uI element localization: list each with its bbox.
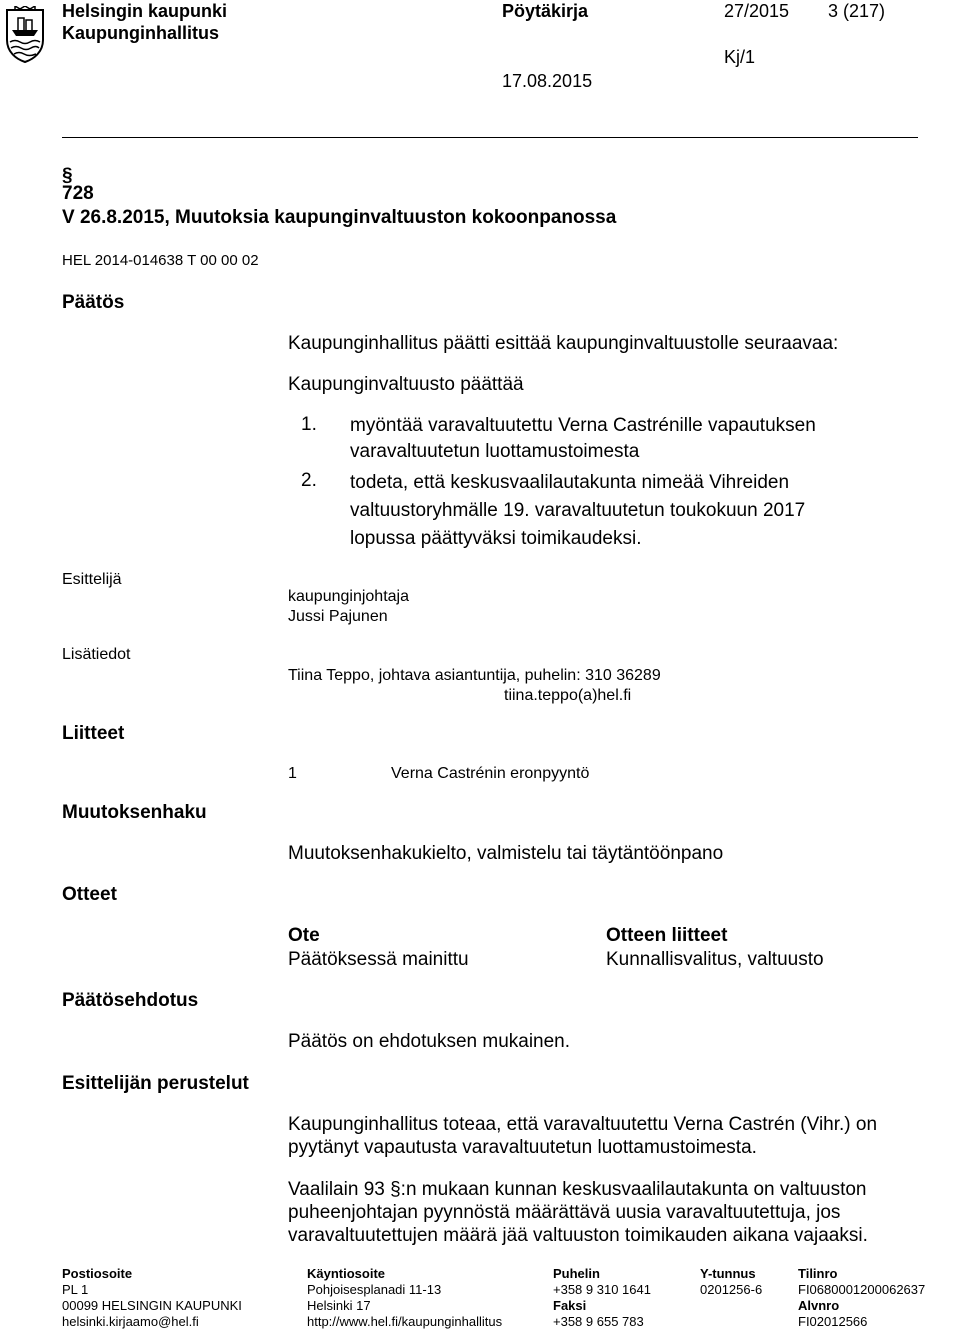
footer-line: 00099 HELSINGIN KAUPUNKI <box>62 1298 242 1313</box>
label-rationale: Esittelijän perustelut <box>62 1073 249 1094</box>
decision-item-line: lopussa päättyväksi toimikaudeksi. <box>350 528 642 549</box>
footer-col-business-id <box>700 1266 762 1298</box>
footer-subheader: Faksi <box>553 1298 587 1313</box>
label-proposal: Päätösehdotus <box>62 990 199 1011</box>
footer-website[interactable]: http://www.hel.fi/kaupunginhallitus <box>307 1314 503 1329</box>
footer-subheader: Alvnro <box>798 1298 840 1313</box>
decision-item-number: 1. <box>301 414 317 435</box>
footer-col-visiting <box>307 1266 502 1330</box>
appeal-text: Muutoksenhakukielto, valmistelu tai täytäntöönpano <box>288 843 724 864</box>
header-doc-type: Pöytäkirja <box>502 1 589 21</box>
footer-line: Pohjoisesplanadi 11-13 <box>307 1282 442 1297</box>
extracts-col1-header: Ote <box>288 925 320 946</box>
footer-header: Käyntiosoite <box>307 1266 386 1281</box>
header-body: Kaupunginhallitus <box>62 23 219 43</box>
decision-intro: Kaupunginhallitus päätti esittää kaupunginvaltuustolle seuraavaa: <box>288 333 839 354</box>
city-crest <box>4 6 46 64</box>
label-decision: Päätös <box>62 292 125 313</box>
footer-line: 0201256-6 <box>700 1282 763 1297</box>
footer-col-phone <box>553 1266 651 1330</box>
extracts-col2-value: Kunnallisvalitus, valtuusto <box>606 949 824 970</box>
footer-col-account <box>798 1266 925 1330</box>
extracts-col2 <box>606 924 824 972</box>
item-reference: HEL 2014-014638 T 00 00 02 <box>62 252 259 269</box>
contact-line: Tiina Teppo, johtava asiantuntija, puhelin: 310 36289 <box>288 667 661 684</box>
label-more-info: Lisätiedot <box>62 646 131 663</box>
decision-item-line: varavaltuutetun luottamustoimesta <box>350 441 640 462</box>
label-attachments: Liitteet <box>62 723 125 744</box>
decision-item-2 <box>301 469 317 493</box>
decision-item-2-text <box>350 469 805 553</box>
header-section: Kj/1 <box>724 47 756 67</box>
label-presenter: Esittelijä <box>62 571 122 588</box>
header-rule <box>62 137 918 138</box>
decision-item-line: valtuustoryhmälle 19. varavaltuutetun toukokuun 2017 <box>350 500 806 521</box>
decision-item-line: myöntää varavaltuutettu Verna Castrénille vapautuksen <box>350 415 816 436</box>
presenter-block <box>288 587 409 627</box>
footer-email[interactable]: helsinki.kirjaamo@hel.fi <box>62 1314 199 1329</box>
decision-item-1 <box>301 413 317 437</box>
footer-line: FI02012566 <box>798 1314 868 1329</box>
rationale-paragraph-1: Kaupunginhallitus toteaa, että varavaltuutettu Verna Castrén (Vihr.) on pyytänyt vapautusta varavaltuutetun luottamustoimesta. <box>288 1114 878 1158</box>
extracts-col1 <box>288 924 469 972</box>
footer-header: Tilinro <box>798 1266 838 1281</box>
footer-header: Puhelin <box>553 1266 600 1281</box>
footer-header: Postiosoite <box>62 1266 133 1281</box>
footer-line: FI0680001200062637 <box>798 1282 926 1297</box>
item-heading <box>62 164 616 230</box>
attachment-link[interactable]: Verna Castrénin eronpyyntö <box>391 765 590 782</box>
footer-line: Helsinki 17 <box>307 1298 371 1313</box>
rationale-paragraph-2: Vaalilain 93 §:n mukaan kunnan keskusvaalilautakunta on valtuuston puheenjohtajan pyynnöstä määrättävä uusia varavaltuutettuja, jos varavaltuutettujen määrä jää valtuuston toimikauden aikana vajaaksi. <box>288 1179 868 1246</box>
helsinki-crest-icon <box>4 6 46 64</box>
item-title: V 26.8.2015, Muutoksia kaupunginvaltuuston kokoonpanossa <box>62 207 617 228</box>
extracts-col2-header: Otteen liitteet <box>606 925 728 946</box>
header-org: Helsingin kaupunki <box>62 1 228 21</box>
proposal-text: Päätös on ehdotuksen mukainen. <box>288 1031 571 1052</box>
contact-email: tiina.teppo(a)hel.fi <box>504 687 632 704</box>
item-number: 728 <box>62 183 94 204</box>
presenter-name: Jussi Pajunen <box>288 608 388 625</box>
section-symbol: § <box>62 165 73 186</box>
header-number: 27/2015 <box>724 1 790 21</box>
footer-line: +358 9 310 1641 <box>553 1282 651 1297</box>
footer-header: Y-tunnus <box>700 1266 756 1281</box>
presenter-title: kaupunginjohtaja <box>288 588 409 605</box>
label-extracts: Otteet <box>62 884 117 905</box>
header-date: 17.08.2015 <box>502 71 593 91</box>
decision-sub: Kaupunginvaltuusto päättää <box>288 374 524 395</box>
extracts-col1-value: Päätöksessä mainittu <box>288 949 469 970</box>
decision-item-number: 2. <box>301 470 317 491</box>
footer-line: +358 9 655 783 <box>553 1314 644 1329</box>
header-page: 3 (217) <box>828 1 886 21</box>
decision-item-1-text <box>350 413 816 465</box>
footer-line: PL 1 <box>62 1282 89 1297</box>
footer-col-postal <box>62 1266 242 1330</box>
attachment-number: 1 <box>288 765 297 782</box>
label-appeal: Muutoksenhaku <box>62 802 207 823</box>
decision-item-line: todeta, että keskusvaalilautakunta nimeää Vihreiden <box>350 472 790 493</box>
